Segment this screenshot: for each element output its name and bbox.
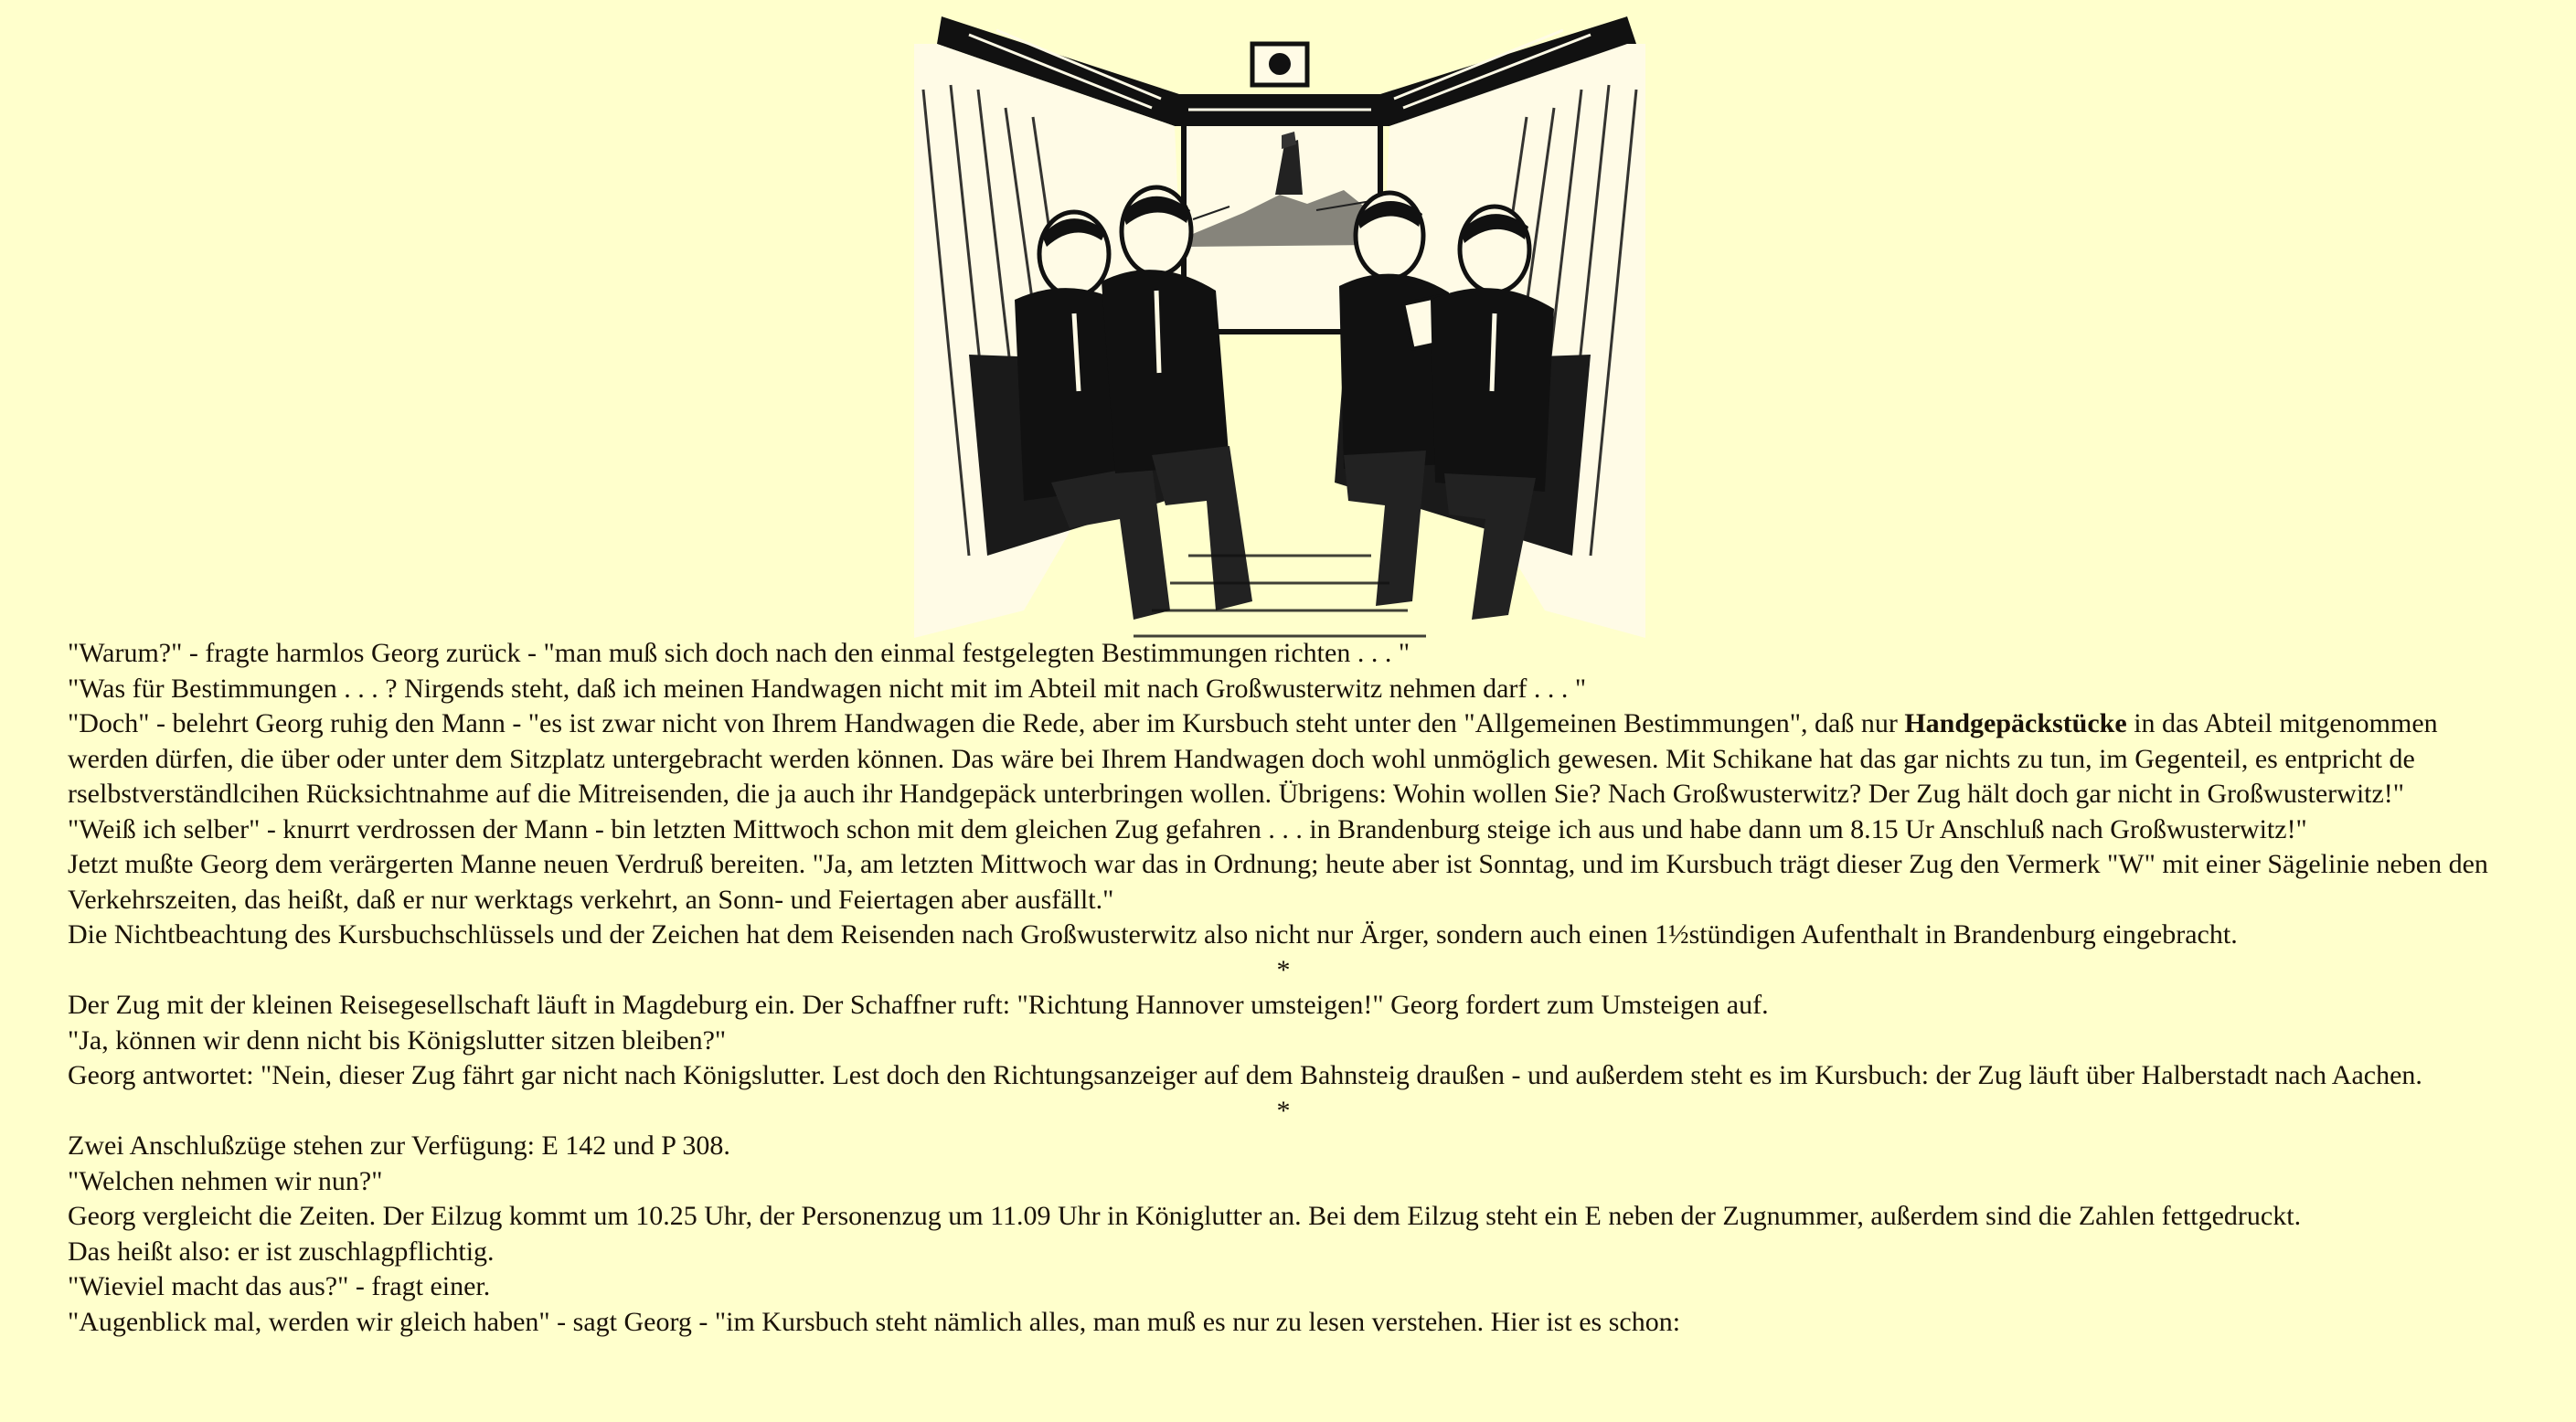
text-run: *: [1276, 954, 1291, 985]
text-run: "Wieviel macht das aus?" - fragt einer.: [68, 1271, 491, 1301]
paragraph: [68, 988, 2499, 1024]
illustration-drawing: [914, 7, 1645, 642]
section-separator: [68, 1094, 2499, 1130]
paragraph: [68, 1164, 2499, 1200]
text-run: "Weiß ich selber" - knurrt verdrossen der Mann - bin letzten Mittwoch schon mit dem gleichen Zug gefahren . . . in Brandenburg steige ich aus und habe dann um 8.15 Ur Anschluß nach Großwusterwitz!": [68, 813, 2307, 844]
text-run: "Ja, können wir denn nicht bis Königslutter sitzen bleiben?": [68, 1024, 727, 1056]
text-run: "Augenblick mal, werden wir gleich haben" - sagt Georg - "im Kursbuch steht nämlich alles, man muß es nur zu lesen verstehen. Hier ist es schon:: [68, 1306, 1681, 1337]
text-run: Die Nichtbeachtung des Kursbuchschlüssels und der Zeichen hat dem Reisenden nach Großwusterwitz also nicht nur Ärger, sondern auch einen 1½stündigen Aufenthalt in Brandenburg eingebracht.: [68, 919, 2238, 950]
text-run: Georg antwortet: "Nein, dieser Zug fährt gar nicht nach Königslutter. Lest doch den Richtungsanzeiger auf dem Bahnsteig draußen - und außerdem steht es im Kursbuch: der Zug läuft über Halberstadt nach Aachen.: [68, 1060, 2422, 1090]
train-compartment-illustration: [914, 7, 1645, 642]
text-run: Georg vergleicht die Zeiten. Der Eilzug kommt um 10.25 Uhr, der Personenzug um 11.09 Uhr in Königlutter an. Bei dem Eilzug steht ein E neben der Zugnummer, außerdem sind die Zahlen fettgedruckt.: [68, 1201, 2302, 1231]
text-run: Jetzt mußte Georg dem verärgerten Manne neuen Verdruß bereiten. "Ja, am letzten Mittwoch war das in Ordnung; heute aber ist Sonntag, und im Kursbuch trägt dieser Zug den Vermerk "W" mit einer Sägelinie neben den Verkehrszeiten, das heißt, daß er nur werktags verkehrt, an Sonn- und Feiertagen aber ausfällt.": [68, 849, 2488, 915]
text-run: Zwei Anschlußzüge stehen zur Verfügung: E 142 und P 308.: [68, 1130, 730, 1161]
paragraph: [68, 1129, 2499, 1164]
paragraph: [68, 636, 2499, 672]
text-run: in das Abteil mitgenommen werden dürfen, die über oder unter dem Sitzplatz untergebracht werden können. Das wäre bei Ihrem Handwagen doch wohl unmöglich gewesen. Mit Schikane hat das gar nichts zu tun, im Gegenteil, es entpricht de rselbstverständlcihen Rücksichtnahme auf die Mitreisenden, die ja auch ihr Handgepäck unterbringen wollen. Übrigens: Wohin wollen Sie? Nach Großwusterwitz? Der Zug hält doch gar nicht in Großwusterwitz!": [68, 708, 2438, 809]
paragraph: [68, 812, 2499, 848]
emphasized-term: Handgepäckstücke: [1904, 708, 2127, 738]
paragraph: [68, 1235, 2499, 1270]
paragraph: [68, 1024, 2499, 1059]
section-separator: [68, 953, 2499, 989]
text-run: "Warum?" - fragte harmlos Georg zurück - "man muß sich doch nach den einmal festgelegten Bestimmungen richten . . . ": [68, 638, 1410, 668]
text-run: "Welchen nehmen wir nun?": [68, 1165, 383, 1196]
paragraph: [68, 847, 2499, 918]
text-run: Das heißt also: er ist zuschlagpflichtig.: [68, 1236, 495, 1267]
paragraph: [68, 1199, 2499, 1235]
text-run: "Doch" - belehrt Georg ruhig den Mann - "es ist zwar nicht von Ihrem Handwagen die Rede, aber im Kursbuch steht unter den "Allgemeinen Bestimmungen", daß nur: [68, 708, 1905, 738]
paragraph: [68, 1058, 2499, 1094]
paragraph: [68, 1305, 2499, 1341]
article-text: [68, 636, 2499, 1340]
paragraph: [68, 672, 2499, 707]
paragraph: [68, 706, 2499, 812]
text-run: *: [1276, 1095, 1291, 1126]
paragraph: [68, 1269, 2499, 1305]
text-run: "Was für Bestimmungen . . . ? Nirgends steht, daß ich meinen Handwagen nicht mit im Abteil mit nach Großwusterwitz nehmen darf . . . ": [68, 673, 1587, 704]
paragraph: [68, 918, 2499, 953]
text-run: Der Zug mit der kleinen Reisegesellschaft läuft in Magdeburg ein. Der Schaffner ruft: "Richtung Hannover umsteigen!" Georg fordert zum Umsteigen auf.: [68, 990, 1769, 1020]
